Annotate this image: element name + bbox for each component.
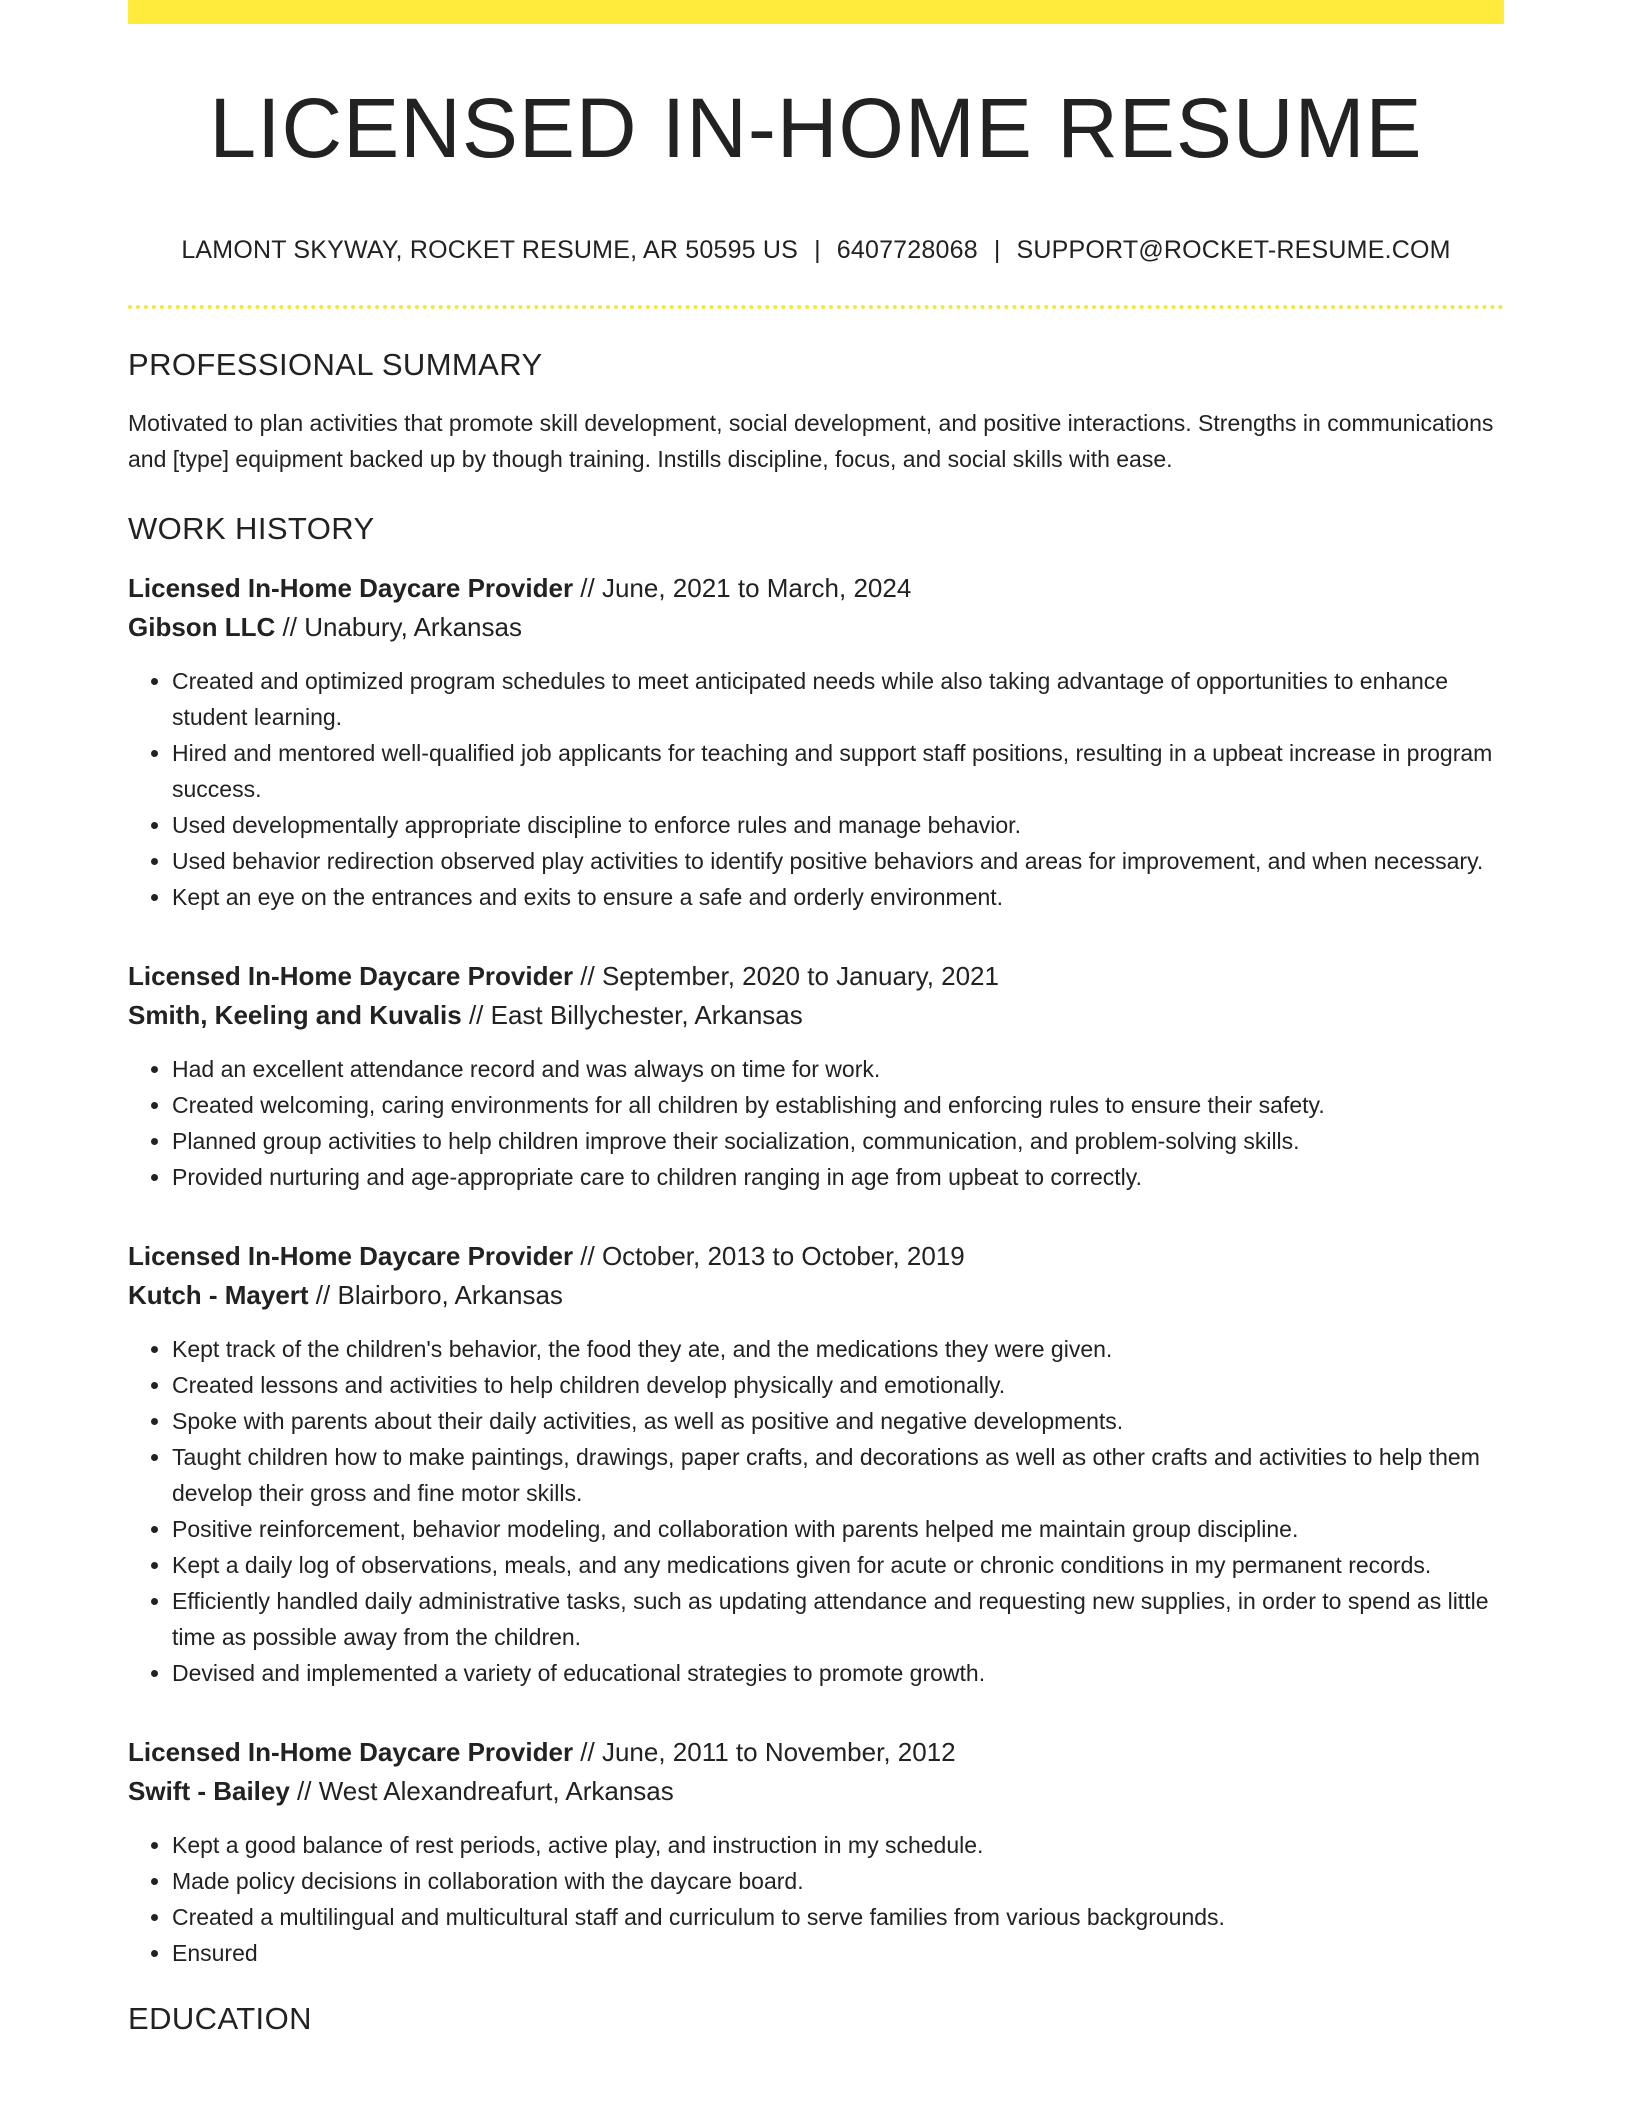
job-title-line	[128, 1733, 1504, 1772]
resume-title: LICENSED IN-HOME RESUME	[209, 81, 1423, 175]
job-title: Licensed In-Home Daycare Provider	[128, 961, 574, 992]
job-location: // Unabury, Arkansas	[275, 612, 522, 643]
work-history-heading: WORK HISTORY	[128, 511, 375, 547]
job-bullet: • Used developmentally appropriate discipline to enforce rules and manage behavior.	[172, 807, 1504, 843]
contact-email: SUPPORT@ROCKET-RESUME.COM	[1016, 236, 1451, 265]
job-entry	[128, 957, 1504, 1195]
job-company-line	[128, 1772, 1504, 1811]
education-heading: EDUCATION	[128, 2001, 312, 2037]
contact-address: LAMONT SKYWAY, ROCKET RESUME, AR 50595 US	[181, 236, 799, 265]
job-entry	[128, 569, 1504, 915]
job-title: Licensed In-Home Daycare Provider	[128, 1241, 574, 1272]
job-title-line	[128, 957, 1504, 996]
job-dates: // October, 2013 to October, 2019	[573, 1241, 965, 1272]
job-bullet: • Ensured	[172, 1935, 1504, 1971]
job-bullet: • Efficiently handled daily administrative tasks, such as updating attendance and requesting new supplies, in order to spend as little time as possible away from the children.	[172, 1583, 1504, 1655]
job-company: Gibson LLC	[128, 612, 276, 643]
job-title-line	[128, 1237, 1504, 1276]
summary-heading: PROFESSIONAL SUMMARY	[128, 347, 543, 383]
job-dates: // September, 2020 to January, 2021	[573, 961, 999, 992]
job-location: // Blairboro, Arkansas	[308, 1280, 563, 1311]
job-company-line	[128, 996, 1504, 1035]
job-bullet: • Hired and mentored well-qualified job applicants for teaching and support staff positions, resulting in a upbeat increase in program success.	[172, 735, 1504, 807]
job-bullet: • Kept a good balance of rest periods, active play, and instruction in my schedule.	[172, 1827, 1504, 1863]
contact-separator: |	[993, 236, 1001, 265]
job-dates: // June, 2011 to November, 2012	[573, 1737, 956, 1768]
contact-separator: |	[814, 236, 821, 265]
job-bullets	[128, 1331, 1504, 1691]
job-company-line	[128, 608, 1504, 647]
job-bullet: • Spoke with parents about their daily activities, as well as positive and negative developments.	[172, 1403, 1504, 1439]
job-title: Licensed In-Home Daycare Provider	[128, 573, 574, 604]
job-bullet: • Kept a daily log of observations, meals, and any medications given for acute or chronic conditions in my permanent records.	[172, 1547, 1504, 1583]
job-location: // East Billychester, Arkansas	[461, 1000, 803, 1031]
job-bullet: • Had an excellent attendance record and was always on time for work.	[172, 1051, 1504, 1087]
contact-phone: 6407728068	[836, 236, 978, 265]
job-bullet: • Planned group activities to help children improve their socialization, communication, and problem-solving skills.	[172, 1123, 1504, 1159]
job-company-line	[128, 1276, 1504, 1315]
resume-page	[128, 0, 1504, 2037]
job-bullets	[128, 1827, 1504, 1971]
job-bullet: • Kept an eye on the entrances and exits to ensure a safe and orderly environment.	[172, 879, 1504, 915]
job-bullet: • Taught children how to make paintings, drawings, paper crafts, and decorations as well as other crafts and activities to help them develop their gross and fine motor skills.	[172, 1439, 1504, 1511]
job-bullets	[128, 663, 1504, 915]
summary-text: Motivated to plan activities that promote skill development, social development, and positive interactions. Strengths in communications and [type] equipment backed up by though training. Instills discipline, focus, and social skills with ease.	[128, 410, 1494, 473]
job-bullet: • Created and optimized program schedules to meet anticipated needs while also taking advantage of opportunities to enhance student learning.	[172, 663, 1504, 735]
job-bullet: • Provided nurturing and age-appropriate care to children ranging in age from upbeat to correctly.	[172, 1159, 1504, 1195]
job-bullet: • Created a multilingual and multicultural staff and curriculum to serve families from various backgrounds.	[172, 1899, 1504, 1935]
job-bullet: • Created welcoming, caring environments for all children by establishing and enforcing rules to ensure their safety.	[172, 1087, 1504, 1123]
job-bullet: • Kept track of the children's behavior, the food they ate, and the medications they were given.	[172, 1331, 1504, 1367]
job-title: Licensed In-Home Daycare Provider	[128, 1737, 574, 1768]
job-bullet: • Created lessons and activities to help children develop physically and emotionally.	[172, 1367, 1504, 1403]
contact-line	[128, 236, 1504, 265]
job-bullet: • Devised and implemented a variety of educational strategies to promote growth.	[172, 1655, 1504, 1691]
job-company: Smith, Keeling and Kuvalis	[128, 1000, 462, 1031]
accent-bar	[128, 0, 1504, 24]
job-company: Swift - Bailey	[128, 1776, 290, 1807]
job-dates: // June, 2021 to March, 2024	[573, 573, 912, 604]
job-bullets	[128, 1051, 1504, 1195]
job-company: Kutch - Mayert	[128, 1280, 309, 1311]
job-bullet: • Positive reinforcement, behavior modeling, and collaboration with parents helped me maintain group discipline.	[172, 1511, 1504, 1547]
job-bullet: • Made policy decisions in collaboration with the daycare board.	[172, 1863, 1504, 1899]
dotted-divider	[128, 305, 1504, 309]
job-location: // West Alexandreafurt, Arkansas	[289, 1776, 674, 1807]
job-entry	[128, 1733, 1504, 1971]
job-title-line	[128, 569, 1504, 608]
job-entry	[128, 1237, 1504, 1691]
job-bullet: • Used behavior redirection observed play activities to identify positive behaviors and areas for improvement, and when necessary.	[172, 843, 1504, 879]
